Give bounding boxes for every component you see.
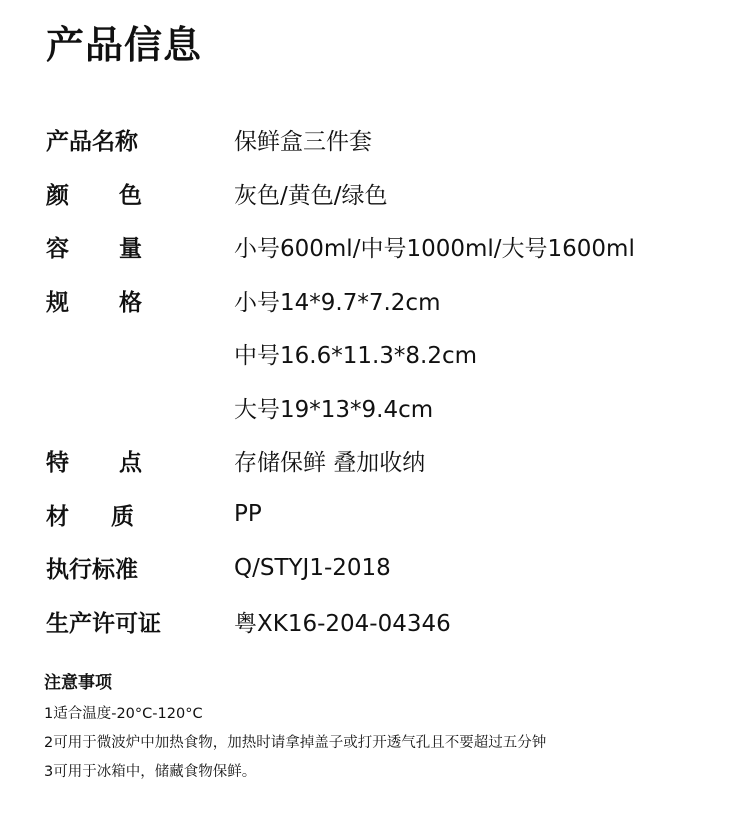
spec-label-char: 质 bbox=[111, 503, 134, 530]
spec-value: 存储保鲜 叠加收纳 bbox=[234, 450, 426, 477]
spec-label-char: 规 bbox=[46, 289, 69, 316]
note-item: 3可用于冰箱中，储藏食物保鲜。 bbox=[44, 764, 257, 780]
spec-row-size-small bbox=[46, 274, 726, 328]
spec-value: Q/STYJ1-2018 bbox=[234, 554, 391, 581]
spec-value: 大号19*13*9.4cm bbox=[234, 396, 434, 423]
spec-label bbox=[46, 230, 142, 263]
spec-label: 执行标准 bbox=[46, 557, 138, 584]
spec-row-size-large bbox=[46, 381, 726, 435]
spec-row-feature bbox=[46, 434, 726, 488]
spec-label bbox=[46, 444, 142, 477]
spec-label-char: 特 bbox=[46, 450, 69, 477]
spec-value: 小号600ml/中号1000ml/大号1600ml bbox=[234, 236, 635, 263]
spec-label: 生产许可证 bbox=[46, 610, 161, 637]
spec-value: 粤XK16-204-04346 bbox=[234, 610, 451, 637]
notes-section bbox=[44, 670, 724, 787]
spec-row-material bbox=[46, 488, 726, 542]
spec-table bbox=[46, 113, 726, 648]
spec-row-capacity bbox=[46, 220, 726, 274]
page-title: 产品信息 bbox=[46, 23, 203, 67]
spec-value: 中号16.6*11.3*8.2cm bbox=[234, 343, 478, 370]
spec-value: 小号14*9.7*7.2cm bbox=[234, 289, 441, 316]
spec-row-license bbox=[46, 595, 726, 649]
spec-label bbox=[46, 284, 142, 317]
spec-label-char: 色 bbox=[119, 182, 142, 209]
notes-title: 注意事项 bbox=[44, 673, 112, 693]
spec-label-char: 材 bbox=[46, 503, 69, 530]
spec-label-char: 点 bbox=[119, 450, 142, 477]
spec-label bbox=[46, 498, 134, 531]
spec-label: 产品名称 bbox=[46, 129, 138, 156]
spec-row-name bbox=[46, 113, 726, 167]
spec-value: 保鲜盒三件套 bbox=[234, 129, 372, 156]
spec-value: 灰色/黄色/绿色 bbox=[234, 182, 388, 209]
spec-value: PP bbox=[234, 501, 262, 528]
spec-label-char: 颜 bbox=[46, 182, 69, 209]
spec-label-char: 量 bbox=[119, 236, 142, 263]
note-item: 1适合温度-20°C-120°C bbox=[44, 706, 203, 722]
note-item: 2可用于微波炉中加热食物，加热时请拿掉盖子或打开透气孔且不要超过五分钟 bbox=[44, 735, 547, 751]
spec-row-size-medium bbox=[46, 327, 726, 381]
spec-label bbox=[46, 177, 142, 210]
spec-label-char: 容 bbox=[46, 236, 69, 263]
spec-row-color bbox=[46, 167, 726, 221]
spec-row-standard bbox=[46, 541, 726, 595]
spec-label-char: 格 bbox=[119, 289, 142, 316]
